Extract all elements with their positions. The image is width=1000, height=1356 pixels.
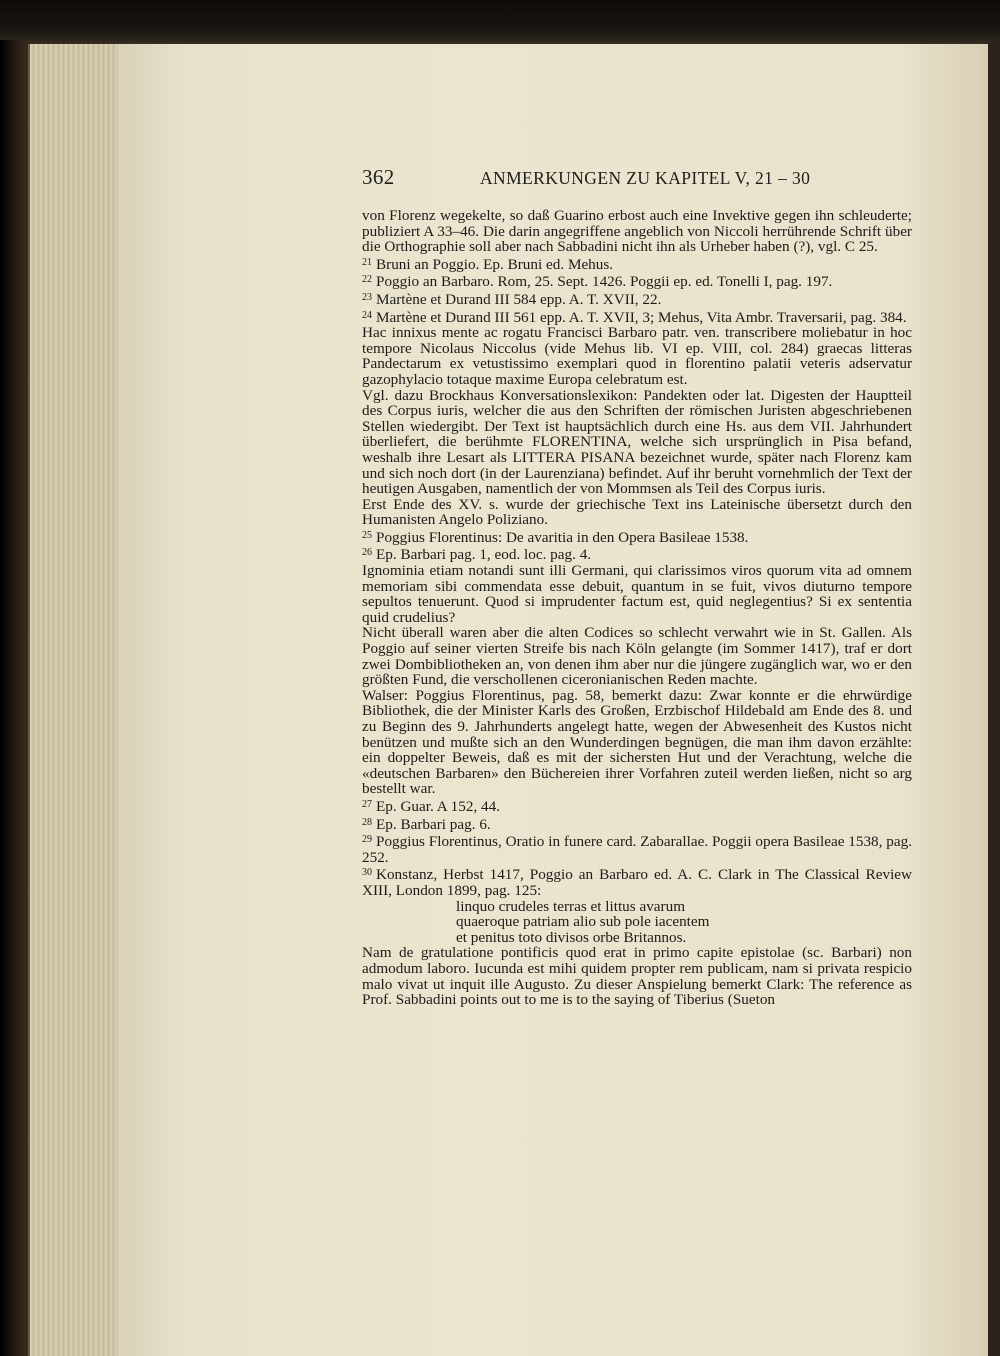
running-title: ANMERKUNGEN ZU KAPITEL V, 21 – 30 <box>480 168 811 188</box>
note-continuation: von Florenz wegekelte, so daß Guarino erbost auch eine Invektive gegen ihn schleuderte; publiziert A 33–46. Die darin angegriffene angeblich von Niccoli herrührende Schrift über die Orthographie soll aber nach Sabbadini nicht ihn als Urheber haben (?), vgl. C 25. <box>362 207 912 256</box>
scan-right-edge <box>988 40 1000 1356</box>
note-23 <box>362 290 912 308</box>
scan-top-edge <box>0 0 1000 46</box>
note-25 <box>362 528 912 546</box>
note-number: 28 <box>362 816 372 828</box>
note-text: Poggius Florentinus: De avaritia in den Opera Basileae 1538. <box>376 528 749 546</box>
page-stack-edges <box>28 44 130 1356</box>
note-30-closing: Nam de gratulatione pontificis quod erat in primo capite epistolae (sc. Barbari) non admodum laboro. Iucunda est mihi quidem propter rem publicam, nam si privata respicio malo vivat ut inquit ille Augusto. Zu dieser Anspielung bemerkt Clark: The reference as Prof. Sabbadini points out to me is to the saying of Tiberius (Sueton <box>362 944 912 1009</box>
note-30 <box>362 865 912 898</box>
note-number: 25 <box>362 529 372 541</box>
note-26-latin-quote: Ignominia etiam notandi sunt illi Germani, qui clarissimos viros quorum vita ad omnem memoriam sibi commendata esse debuit, quantum in se fuit, vivos diuturno tempore sepultos tenuerunt. Quod si imprudenter factum est, quid neglegentius? Si ex sententia quid crudelius? <box>362 562 912 626</box>
note-26 <box>362 545 912 563</box>
note-21 <box>362 255 912 273</box>
note-text: Poggius Florentinus, Oratio in funere card. Zabarallae. Poggii opera Basileae 1538, pag. 252. <box>362 833 912 866</box>
note-text: Konstanz, Herbst 1417, Poggio an Barbaro ed. A. C. Clark in The Classical Review XIII, London 1899, pag. 125: <box>362 866 912 899</box>
note-text: Martène et Durand III 561 epp. A. T. XVII, 3; Mehus, Vita Ambr. Traversarii, pag. 384. <box>376 308 907 326</box>
note-29 <box>362 832 912 865</box>
note-number: 27 <box>362 798 372 810</box>
note-number: 29 <box>362 834 372 846</box>
note-number: 26 <box>362 547 372 559</box>
note-text: Ep. Guar. A 152, 44. <box>376 797 501 815</box>
poem-line: linquo crudeles terras et littus avarum <box>456 897 686 915</box>
note-24-latin-quote: Hac innixus mente ac rogatu Francisci Barbaro patr. ven. transcribere moliebatur in hoc tempore Nicolaus Niccolus (vide Mehus lib. VI ep. VIII, col. 284) graecas litteras Pandectarum ex vetustissimo exemplari quod in florentino palatii veteris adservatur gazophylacio totaque maxime Europa celebratum est. <box>362 324 912 388</box>
note-number: 22 <box>362 274 372 286</box>
note-number: 24 <box>362 309 372 321</box>
note-27 <box>362 797 912 815</box>
note-26-walser: Walser: Poggius Florentinus, pag. 58, bemerkt dazu: Zwar konnte er die ehrwürdige Bibliothek, die der Minister Karls des Großen, Erzbischof Hildebald am Ende des 8. und zu Beginn des 9. Jahrhunderts angelegt hatte, wegen der Abwesenheit des Kustos nicht benützen und mußte sich an den Wunderdingen begnügen, die man ihm davon erzählte: ein doppelter Beweis, daß es mit der sichersten Hut und der Verachtung, welche die «deutschen Barbaren» den Büchereien ihrer Vorfahren zuteil werden ließen, nicht so arg bestellt war. <box>362 686 912 798</box>
note-number: 30 <box>362 867 372 879</box>
note-24 <box>362 308 912 326</box>
note-26-cologne: Nicht überall waren aber die alten Codices so schlecht verwahrt wie in St. Gallen. Als Poggio auf seiner vierten Streife bis nach Köln gelangte (im Sommer 1417), traf er dort zwei Dombibliotheken an, von denen ihm aber nur die jüngere zugänglich war, wo er den größten Fund, die verschollenen ciceronianischen Reden machte. <box>362 624 912 689</box>
note-text: Poggio an Barbaro. Rom, 25. Sept. 1426. Poggii ep. ed. Tonelli I, pag. 197. <box>376 273 833 291</box>
note-number: 23 <box>362 291 372 303</box>
note-22 <box>362 272 912 290</box>
poem-line: et penitus toto divisos orbe Britannos. <box>456 928 687 946</box>
note-text: Ep. Barbari pag. 6. <box>376 815 491 833</box>
note-text: Martène et Durand III 584 epp. A. T. XVII, 22. <box>376 290 662 308</box>
note-text: Bruni an Poggio. Ep. Bruni ed. Mehus. <box>376 255 614 273</box>
note-28 <box>362 815 912 833</box>
note-24-poliziano: Erst Ende des XV. s. wurde der griechische Text ins Lateinische übersetzt durch den Humanisten Angelo Poliziano. <box>362 495 912 529</box>
binding-shadow <box>0 40 30 1356</box>
poem-line: quaeroque patriam alio sub pole iacentem <box>456 913 710 931</box>
note-text: Ep. Barbari pag. 1, eod. loc. pag. 4. <box>376 546 592 564</box>
note-number: 21 <box>362 256 372 268</box>
page-number: 362 <box>362 165 395 189</box>
notes-text <box>362 208 912 1008</box>
page-header <box>362 165 912 191</box>
note-24-brockhaus: Vgl. dazu Brockhaus Konversationslexikon: Pandekten oder lat. Digesten der Hauptteil des Corpus iuris, welcher die aus den Schriften der römischen Juristen abgeschriebenen Stellen wiedergibt. Der Text ist hauptsächlich durch eine Hs. aus dem VII. Jahrhundert überliefert, die berühmte FLORENTINA, welche sich ursprünglich in Pisa befand, weshalb ihre Lesart als LITTERA PISANA bezeichnet wurde, später nach Florenz kam und sich noch dort (in der Laurenziana) befindet. Auf ihr beruht vornehmlich der Text der heutigen Ausgaben, namentlich der von Mommsen als Teil des Corpus iuris. <box>362 386 912 498</box>
